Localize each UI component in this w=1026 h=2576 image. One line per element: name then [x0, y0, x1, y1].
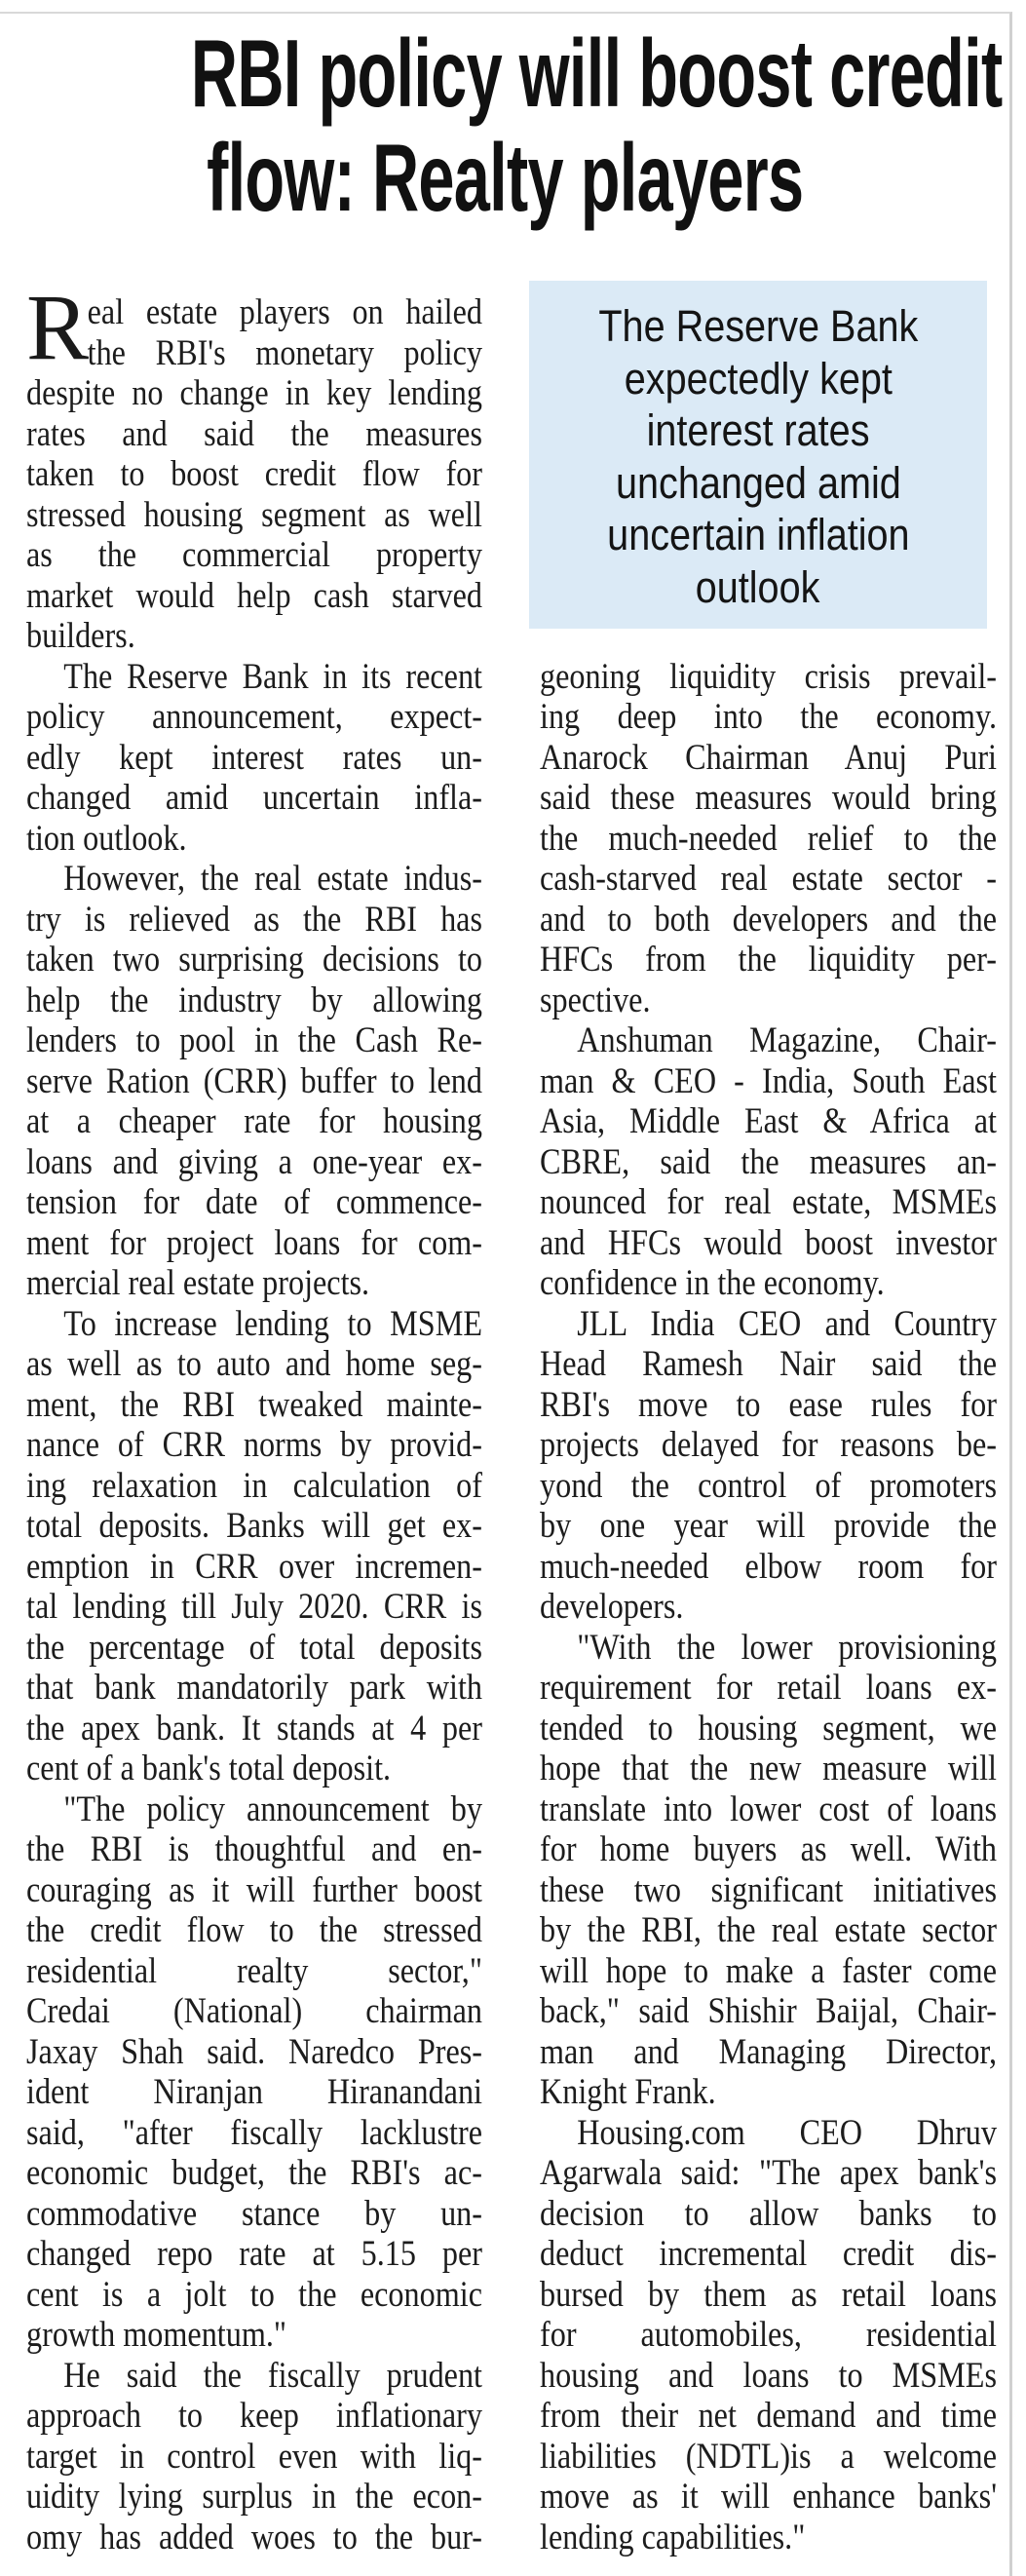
- article-text-line: RBI's move to ease rules for: [540, 1384, 997, 1425]
- article-text-line: economic budget, the RBI's ac-: [26, 2153, 482, 2193]
- pull-quote-text: interest rates: [646, 405, 870, 455]
- article-text-line: requirement for retail loans ex-: [540, 1668, 997, 1708]
- article-text-line: bursed by them as retail loans: [540, 2274, 997, 2315]
- article-text-line: Knight Frank.: [540, 2072, 716, 2112]
- article-text-line: ident Niranjan Hiranandani: [26, 2072, 482, 2112]
- article-text-line: housing and loans to MSMEs: [540, 2355, 997, 2396]
- article-text-line: decision to allow banks to: [540, 2193, 997, 2234]
- article-text-line: nance of CRR norms by provid-: [26, 1425, 482, 1465]
- article-text-line: translate into lower cost of loans: [540, 1788, 997, 1829]
- article-text-line: stressed housing segment as well: [26, 494, 482, 535]
- article-text-line: man & CEO - India, South East: [540, 1060, 997, 1101]
- article-text-line: Asia, Middle East & Africa at: [540, 1101, 997, 1141]
- article-text-line: changed repo rate at 5.15 per: [26, 2234, 482, 2274]
- article-text-line: the credit flow to the stressed: [26, 1910, 482, 1950]
- pull-quote: [529, 281, 987, 613]
- article-text-line: spective.: [540, 980, 651, 1020]
- article-text-line: market would help cash starved: [26, 575, 482, 616]
- article-text-line: the RBI's monetary policy: [87, 332, 482, 373]
- article-text-line: eal estate players on hailed: [87, 292, 482, 332]
- article-text-line: said these measures would bring: [540, 778, 997, 818]
- article-text-line: developers.: [540, 1587, 684, 1627]
- article-text-line: He said the fiscally prudent: [63, 2355, 482, 2396]
- article-text-line: JLL India CEO and Country: [577, 1303, 997, 1344]
- article-text-line: try is relieved as the RBI has: [26, 899, 482, 940]
- article-text-line: mercial real estate projects.: [26, 1263, 370, 1303]
- article-text-line: by the RBI, the real estate sector: [540, 1910, 997, 1950]
- article-text-line: much-needed elbow room for: [540, 1546, 997, 1587]
- article-text-line: HFCs from the liquidity per-: [540, 940, 997, 980]
- headline-text: RBI policy will boost credit: [190, 19, 1003, 127]
- article-text-line: tal lending till July 2020. CRR is: [26, 1587, 482, 1627]
- headline-text: flow: Realty players: [206, 124, 804, 231]
- drop-cap: R: [26, 275, 90, 379]
- article-text-line: Anshuman Magazine, Chair-: [577, 1020, 997, 1060]
- article-text-line: serve Ration (CRR) buffer to lend: [26, 1060, 482, 1101]
- article-text-line: edly kept interest rates un-: [26, 737, 482, 778]
- article-text-line: and to both developers and the: [540, 899, 997, 940]
- article-text-line: "With the lower provisioning: [577, 1627, 997, 1668]
- article-text-line: despite no change in key lending: [26, 373, 482, 413]
- article-text-line: Credai (National) chairman: [26, 1991, 482, 2031]
- pull-quote-text: The Reserve Bank: [598, 301, 918, 351]
- pull-quote-text: expectedly kept: [624, 353, 893, 404]
- article-text-line: growth momentum.": [26, 2315, 287, 2355]
- headline-line-1: [0, 21, 1009, 126]
- article-text-line: as well as to auto and home seg-: [26, 1344, 482, 1384]
- article-text-line: tension for date of commence-: [26, 1182, 482, 1222]
- article-text-line: liabilities (NDTL)is a welcome: [540, 2436, 997, 2477]
- pull-quote-line: [529, 509, 987, 561]
- article-text-line: However, the real estate indus-: [63, 859, 482, 899]
- article-text-line: the much-needed relief to the: [540, 818, 997, 859]
- article-text-line: ment for project loans for com-: [26, 1222, 482, 1263]
- article-text-line: man and Managing Director,: [540, 2031, 997, 2072]
- article-text-line: Head Ramesh Nair said the: [540, 1344, 997, 1384]
- article-text-line: said, "after fiscally lacklustre: [26, 2112, 482, 2153]
- article-text-line: "The policy announcement by: [63, 1788, 482, 1829]
- article-text-line: approach to keep inflationary: [26, 2396, 482, 2436]
- article-text-line: ing deep into the economy.: [540, 697, 997, 737]
- pull-quote-text: outlook: [696, 561, 820, 612]
- article-text-line: commodative stance by un-: [26, 2193, 482, 2234]
- article-text-line: cent is a jolt to the economic: [26, 2274, 482, 2315]
- pull-quote-line: [529, 353, 987, 405]
- article-text-line: projects delayed for reasons be-: [540, 1425, 997, 1465]
- pull-quote-line: [529, 404, 987, 457]
- article-text-line: tion outlook.: [26, 818, 187, 859]
- article-text-line: total deposits. Banks will get ex-: [26, 1506, 482, 1546]
- article-text-line: as the commercial property: [26, 535, 482, 575]
- article-text-line: Agarwala said: "The apex bank's: [540, 2153, 997, 2193]
- article-text-line: ing relaxation in calculation of: [26, 1465, 482, 1506]
- article-text-line: confidence in the economy.: [540, 1263, 885, 1303]
- article-text-line: back," said Shishir Baijal, Chair-: [540, 1991, 997, 2031]
- article-text-line: cent of a bank's total deposit.: [26, 1749, 392, 1788]
- pull-quote-text: unchanged amid: [615, 457, 901, 508]
- article-text-line: deduct incremental credit dis-: [540, 2234, 997, 2274]
- pull-quote-line: [529, 561, 987, 614]
- article-text-line: The Reserve Bank in its recent: [63, 656, 482, 697]
- article-text-line: for home buyers as well. With: [540, 1829, 997, 1869]
- article-text-line: taken two surprising decisions to: [26, 940, 482, 980]
- article-text-line: move as it will enhance banks': [540, 2477, 997, 2517]
- article-text-line: the RBI is thoughtful and en-: [26, 1829, 482, 1869]
- article-text-line: will hope to make a faster come: [540, 1950, 997, 1991]
- article-text-line: rates and said the measures: [26, 413, 482, 454]
- article-text-line: yond the control of promoters: [540, 1465, 997, 1506]
- article-text-line: Jaxay Shah said. Naredco Pres-: [26, 2031, 482, 2072]
- article-text-line: the apex bank. It stands at 4 per: [26, 1708, 482, 1749]
- article-text-line: at a cheaper rate for housing: [26, 1101, 482, 1141]
- article-text-line: these two significant initiatives: [540, 1869, 997, 1910]
- pull-quote-box: [529, 281, 987, 629]
- pull-quote-line: [529, 300, 987, 353]
- article-text-line: and HFCs would boost investor: [540, 1222, 997, 1263]
- article-text-line: tended to housing segment, we: [540, 1708, 997, 1749]
- article-text-line: geoning liquidity crisis prevail-: [540, 656, 997, 697]
- article-text-line: policy announcement, expect-: [26, 697, 482, 737]
- article-text-line: that bank mandatorily park with: [26, 1668, 482, 1708]
- article-text-line: omy has added woes to the bur-: [26, 2517, 482, 2557]
- article-text-line: residential realty sector,": [26, 1950, 482, 1991]
- article-text-line: for automobiles, residential: [540, 2315, 997, 2355]
- article-text-line: ment, the RBI tweaked mainte-: [26, 1384, 482, 1425]
- article-text-line: lenders to pool in the Cash Re-: [26, 1020, 482, 1060]
- article-text-line: builders.: [26, 616, 135, 656]
- article-text-line: target in control even with liq-: [26, 2436, 482, 2477]
- article-text-line: help the industry by allowing: [26, 980, 482, 1020]
- article-text-line: uidity lying surplus in the econ-: [26, 2477, 482, 2517]
- article-text-line: nounced for real estate, MSMEs: [540, 1182, 997, 1222]
- article-text-line: hope that the new measure will: [540, 1749, 997, 1788]
- article-text-line: loans and giving a one-year ex-: [26, 1141, 482, 1182]
- article-text-line: taken to boost credit flow for: [26, 454, 482, 494]
- headline: [0, 21, 1009, 230]
- article-text-line: couraging as it will further boost: [26, 1869, 482, 1910]
- article-text-line: emption in CRR over incremen-: [26, 1546, 482, 1587]
- article-text-line: cash-starved real estate sector -: [540, 859, 997, 899]
- article-text-line: the percentage of total deposits: [26, 1627, 482, 1668]
- article-text-line: To increase lending to MSME: [63, 1303, 482, 1344]
- pull-quote-line: [529, 457, 987, 510]
- article-text-line: Housing.com CEO Dhruv: [577, 2112, 997, 2153]
- headline-line-2: [0, 126, 1009, 230]
- article-text-line: by one year will provide the: [540, 1506, 997, 1546]
- article-text-line: Anarock Chairman Anuj Puri: [540, 737, 997, 778]
- article-text-line: CBRE, said the measures an-: [540, 1141, 997, 1182]
- article-text-line: lending capabilities.": [540, 2517, 806, 2557]
- article-text-line: from their net demand and time: [540, 2396, 997, 2436]
- pull-quote-text: uncertain inflation: [606, 510, 910, 559]
- article-text-line: changed amid uncertain infla-: [26, 778, 482, 818]
